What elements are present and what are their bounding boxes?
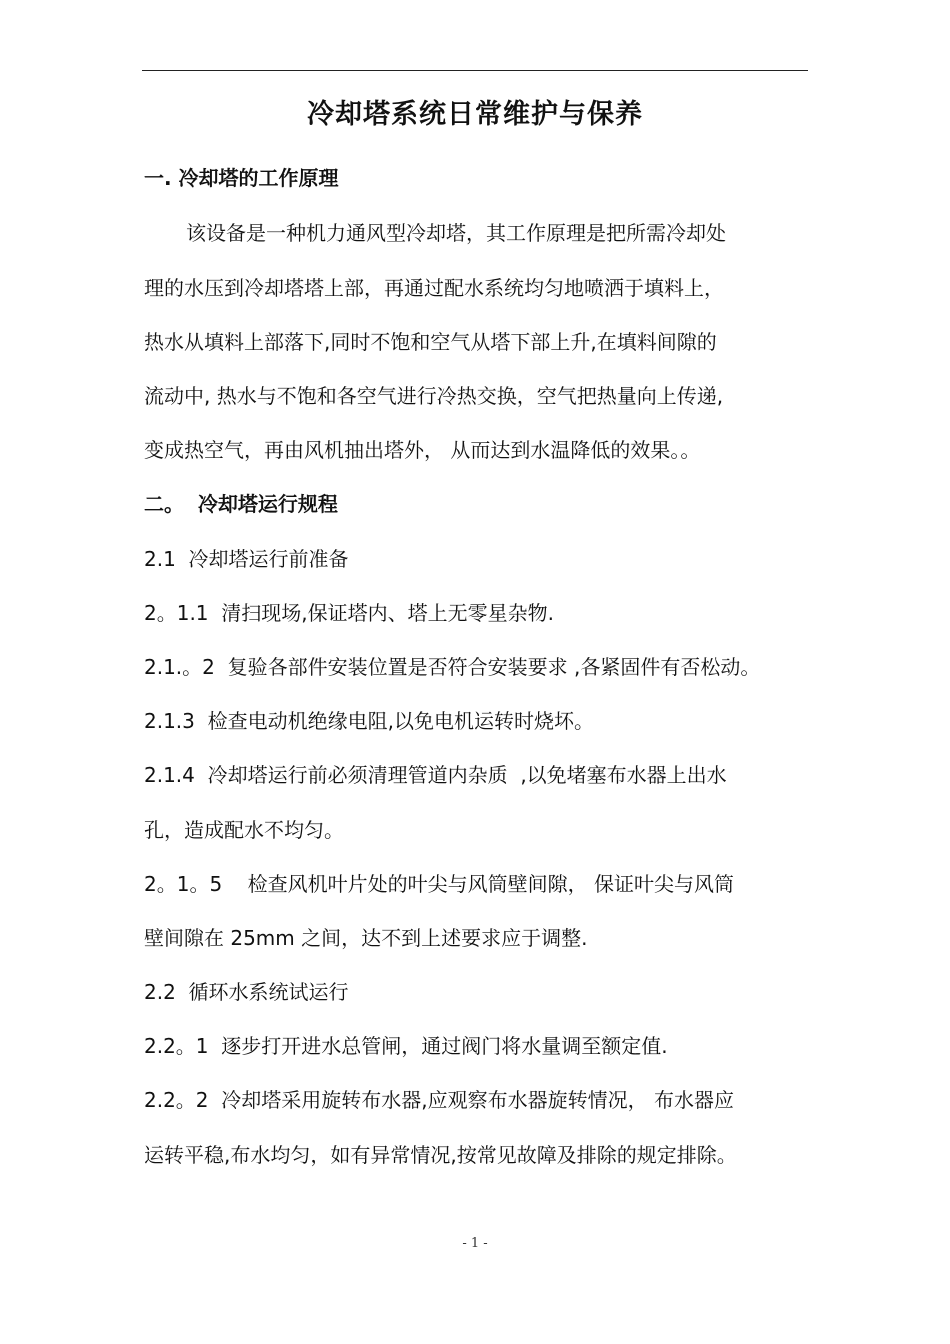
paragraph-line: 壁间隙在 25mm 之间，达不到上述要求应于调整.	[144, 926, 588, 950]
paragraph-line: 变成热空气，再由风机抽出塔外， 从而达到水温降低的效果。。	[144, 438, 701, 462]
paragraph-line: 2.2。1 逐步打开进水总管闸，通过阀门将水量调至额定值.	[144, 1034, 668, 1058]
document-title: 冷却塔系统日常维护与保养	[307, 99, 643, 130]
paragraph-line: 2.1 冷却塔运行前准备	[144, 547, 349, 571]
paragraph-line: 该设备是一种机力通风型冷却塔，其工作原理是把所需冷却处	[186, 221, 726, 245]
header-rule	[142, 70, 808, 71]
paragraph-line: 运转平稳,布水均匀，如有异常情况,按常见故障及排除的规定排除。	[144, 1143, 737, 1167]
page-number: - 1 -	[462, 1236, 488, 1251]
section-2-heading: 二。 冷却塔运行规程	[144, 492, 338, 516]
paragraph-line: 理的水压到冷却塔塔上部，再通过配水系统均匀地喷洒于填料上，	[144, 276, 724, 300]
paragraph-line: 2.2 循环水系统试运行	[144, 980, 349, 1004]
paragraph-line: 2.1.3 检查电动机绝缘电阻,以免电机运转时烧坏。	[144, 709, 594, 733]
paragraph-line: 2。1.1 清扫现场,保证塔内、塔上无零星杂物.	[144, 601, 554, 625]
paragraph-line: 孔，造成配水不均匀。	[144, 818, 344, 842]
paragraph-line: 流动中, 热水与不饱和各空气进行冷热交换，空气把热量向上传递,	[144, 384, 724, 408]
paragraph-line: 2.2。2 冷却塔采用旋转布水器,应观察布水器旋转情况， 布水器应	[144, 1088, 734, 1112]
section-1-heading: 一. 冷却塔的工作原理	[144, 166, 339, 190]
paragraph-line: 2。1。5 检查风机叶片处的叶尖与风筒壁间隙， 保证叶尖与风筒	[144, 872, 734, 896]
paragraph-line: 2.1.。2 复验各部件安装位置是否符合安装要求 ,各紧固件有否松动。	[144, 655, 761, 679]
paragraph-line: 热水从填料上部落下,同时不饱和空气从塔下部上升,在填料间隙的	[144, 330, 717, 354]
paragraph-line: 2.1.4 冷却塔运行前必须清理管道内杂质 ,以免堵塞布水器上出水	[144, 763, 727, 787]
